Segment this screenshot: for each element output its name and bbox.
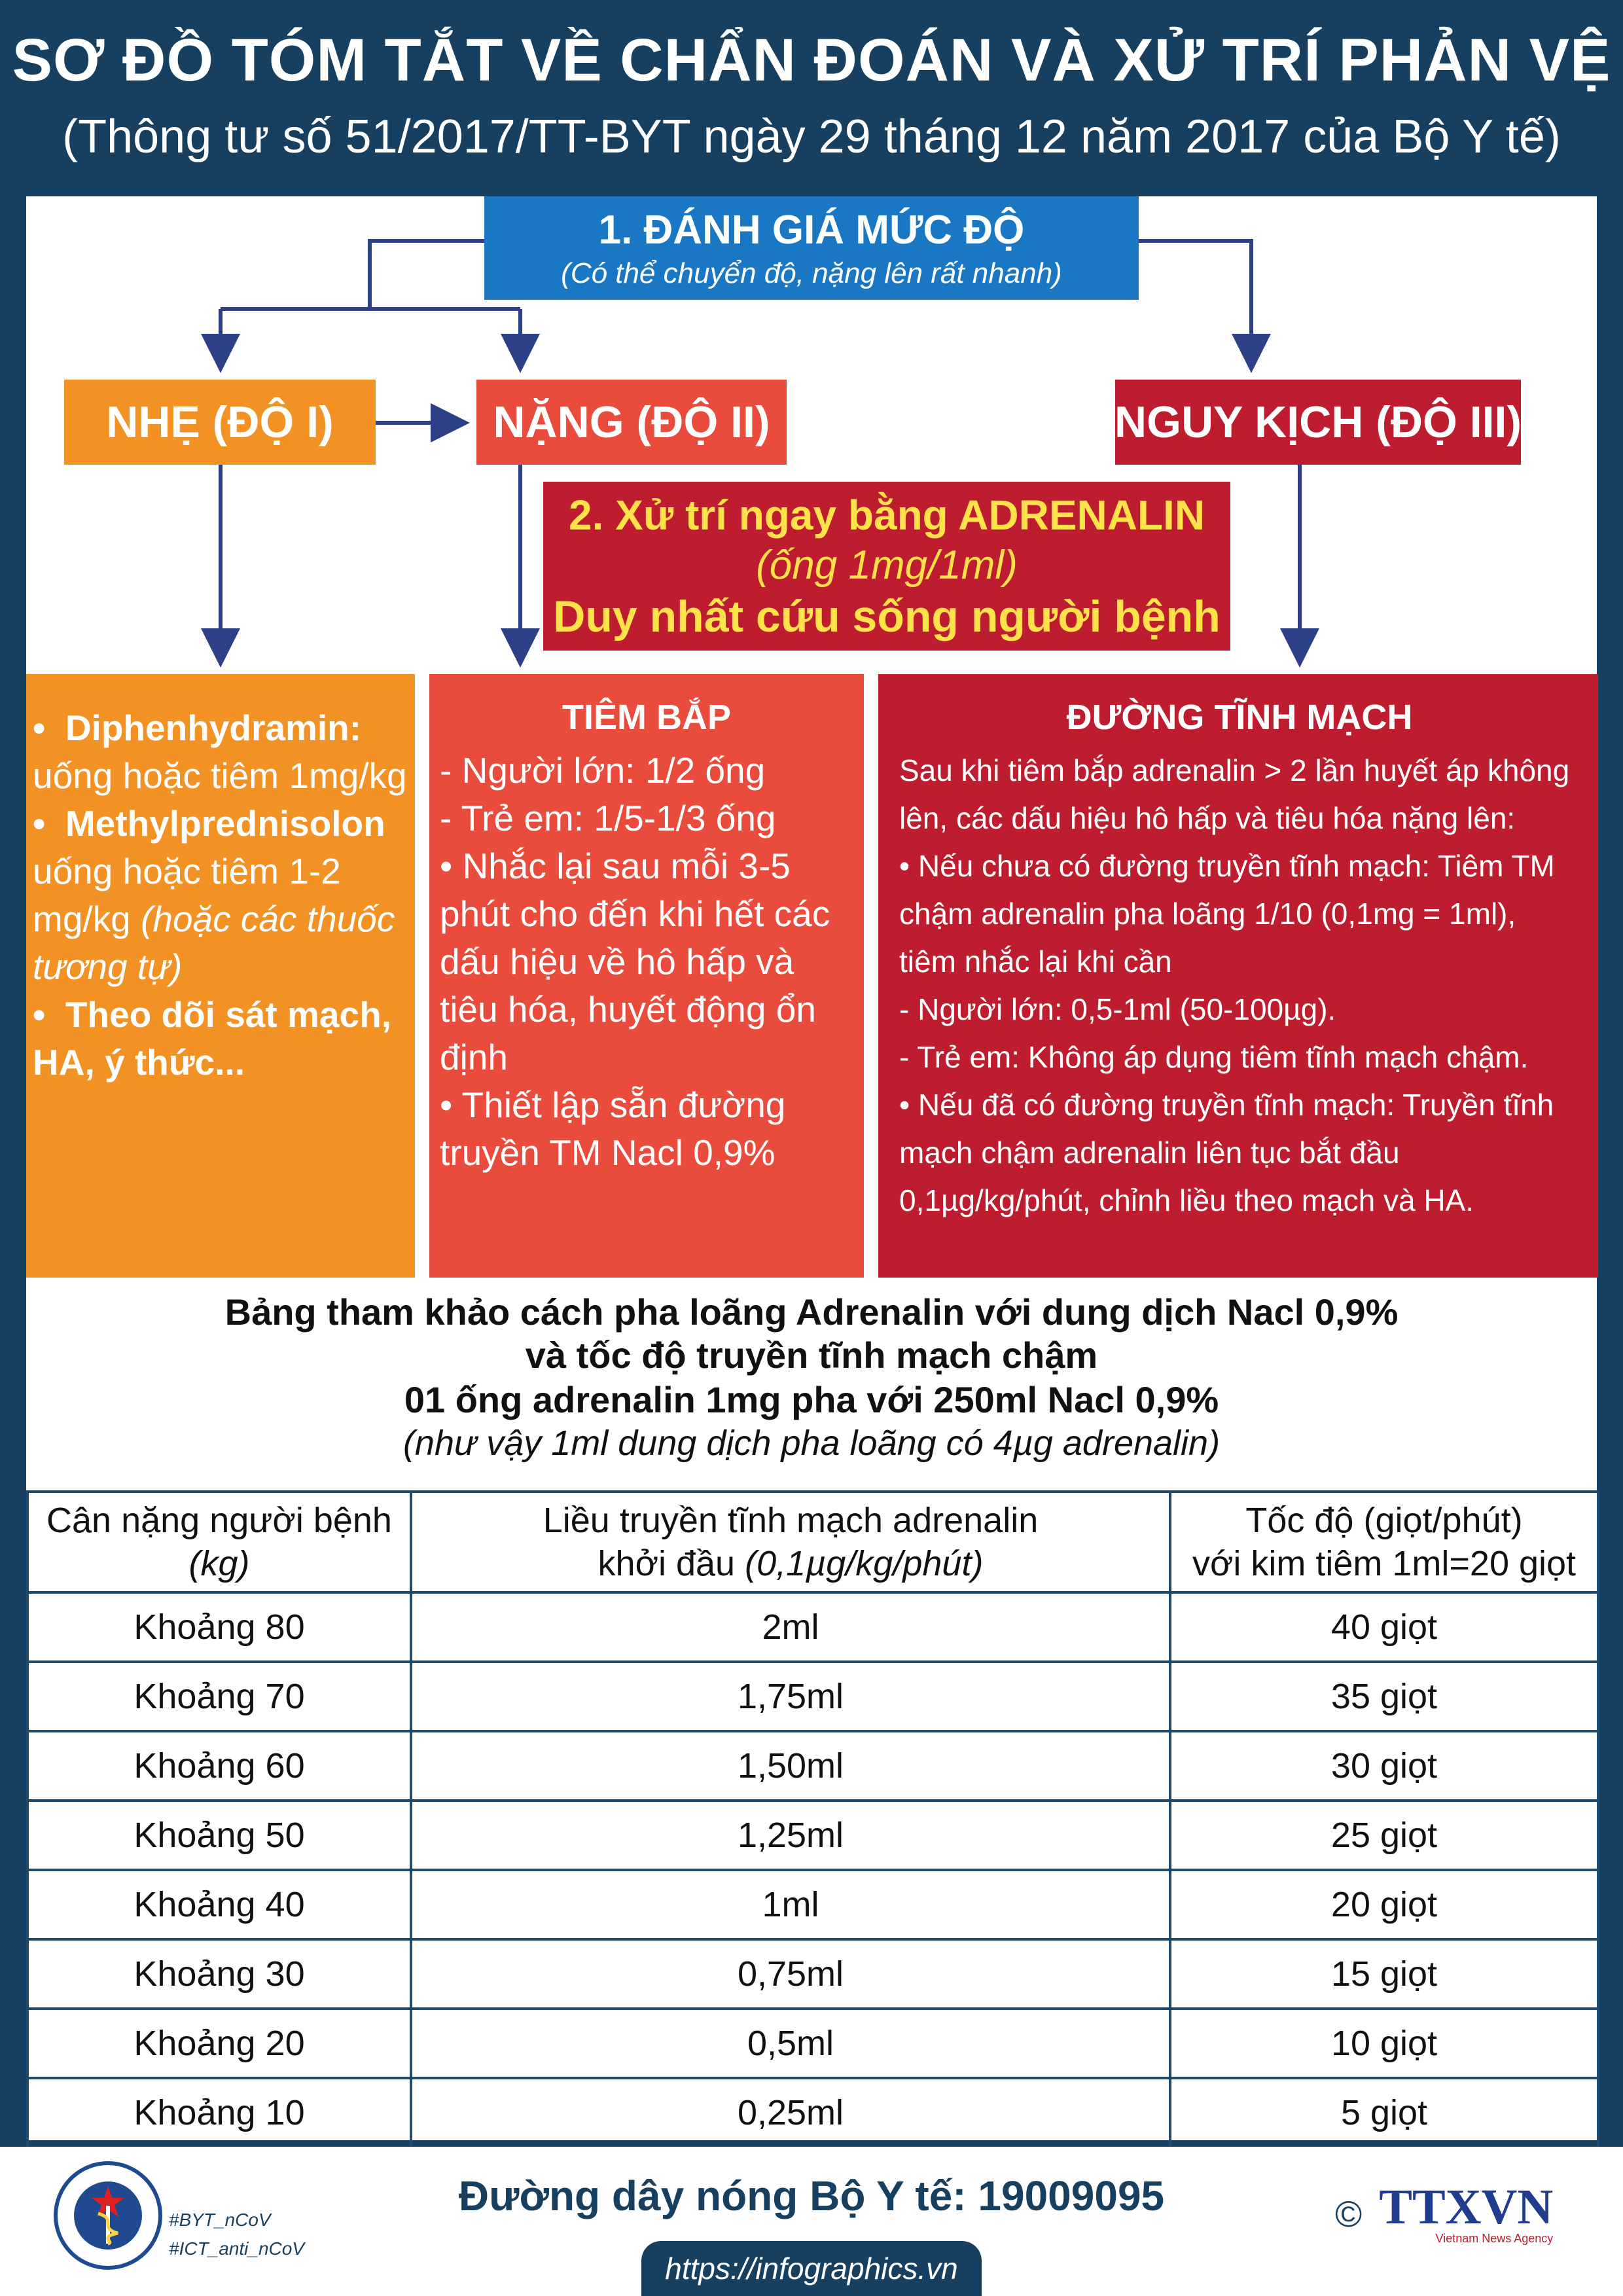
cell-weight: Khoảng 10 [27,2078,411,2147]
step1-assess-severity [484,196,1139,300]
cell-dose: 1,25ml [411,1801,1170,1870]
table-row [27,1592,1598,1662]
cell-dose: 1,50ml [411,1731,1170,1801]
table-header-row [27,1492,1598,1592]
intravenous-line: - Người lớn: 0,5-1ml (50-100µg). [899,992,1336,1026]
page-subtitle: (Thông tư số 51/2017/TT-BYT ngày 29 tháng 12 năm 2017 của Bộ Y tế) [62,111,1561,163]
intramuscular-title: TIÊM BẮP [562,698,731,737]
intramuscular-line: • Thiết lập sẵn đường truyền TM Nacl 0,9% [440,1085,786,1173]
cell-dose: 0,5ml [411,2009,1170,2078]
mild-drug2-name: Methylprednisolon [65,803,385,844]
page-title: SƠ ĐỒ TÓM TẮT VỀ CHẨN ĐOÁN VÀ XỬ TRÍ PHẢN VỆ [12,27,1611,94]
cell-dose: 0,25ml [411,2078,1170,2147]
cell-rate: 20 giọt [1170,1870,1598,1939]
hashtag: #BYT_nCoV [169,2210,271,2230]
table-row [27,1731,1598,1801]
cell-rate: 40 giọt [1170,1592,1598,1662]
table-row [27,1801,1598,1870]
table-row [27,1870,1598,1939]
cell-weight: Khoảng 30 [27,1939,411,2009]
cell-dose: 1,75ml [411,1662,1170,1731]
step1-note: (Có thể chuyển độ, nặng lên rất nhanh) [561,257,1062,289]
mild-drug1-name: Diphenhydramin: [65,708,362,748]
cell-weight: Khoảng 20 [27,2009,411,2078]
step2-line1: 2. Xử trí ngay bằng ADRENALIN [568,491,1205,539]
dosage-table [26,1490,1599,2149]
ttxvn-logo [1335,2179,1554,2246]
arrow-to-critical [1139,241,1251,353]
cell-weight: Khoảng 50 [27,1801,411,1870]
agency-subtitle: Vietnam News Agency [1435,2232,1554,2245]
reference-dilution: 01 ống adrenalin 1mg pha với 250ml Nacl 0,9% [404,1379,1219,1420]
reference-title-2: và tốc độ truyền tĩnh mạch chậm [525,1335,1098,1376]
step1-title: 1. ĐÁNH GIÁ MỨC ĐỘ [598,207,1025,253]
header-rate: Tốc độ (giọt/phút) với kim tiêm 1ml=20 giọt [1170,1492,1598,1592]
cell-dose: 0,75ml [411,1939,1170,2009]
intramuscular-column [429,674,864,1278]
cell-rate: 15 giọt [1170,1939,1598,2009]
step2-adrenalin [543,482,1230,651]
mild-drug2: • Methylprednisolon uống hoặc tiêm 1-2 mg/kg (hoặc các thuốc tương tự) [33,803,395,987]
intramuscular-line: - Trẻ em: 1/5-1/3 ống [440,798,776,838]
cell-rate: 35 giọt [1170,1662,1598,1731]
header-dose: Liều truyền tĩnh mạch adrenalin khởi đầu (0,1µg/kg/phút) [411,1492,1170,1592]
source-url[interactable]: https://infographics.vn [641,2241,982,2296]
intravenous-line: - Trẻ em: Không áp dụng tiêm tĩnh mạch chậm. [899,1040,1529,1074]
intravenous-line: • Nếu chưa có đường truyền tĩnh mạch: Tiêm TM chậm adrenalin pha loãng 1/10 (0,1mg = 1ml), tiêm nhắc lại khi cần [899,849,1555,978]
header-weight: Cân nặng người bệnh (kg) [27,1492,411,1592]
hashtag: #ICT_anti_nCoV [169,2238,305,2259]
step2-line3: Duy nhất cứu sống người bệnh [553,591,1221,641]
intravenous-line: • Nếu đã có đường truyền tĩnh mạch: Truyền tĩnh mạch chậm adrenalin liên tục bắt đầu 0,1µg/kg/phút, chỉnh liều theo mạch và HA. [899,1088,1554,1217]
cell-weight: Khoảng 80 [27,1592,411,1662]
cell-dose: 1ml [411,1870,1170,1939]
level-mild [64,380,376,465]
level-mild-label: NHẸ (ĐỘ I) [106,397,334,447]
cell-weight: Khoảng 60 [27,1731,411,1801]
reference-title: Bảng tham khảo cách pha loãng Adrenalin với dung dịch Nacl 0,9% [224,1291,1399,1333]
level-critical [1115,380,1521,465]
mild-drug1: • Diphenhydramin: uống hoặc tiêm 1mg/kg [33,708,407,796]
intramuscular-line: - Người lớn: 1/2 ống [440,750,766,791]
intravenous-line: Sau khi tiêm bắp adrenalin > 2 lần huyết áp không lên, các dấu hiệu hô hấp và tiêu hóa nặng lên: [899,753,1570,835]
table-row [27,1662,1598,1731]
table-row [27,1939,1598,2009]
level-severe [476,380,787,465]
connector-line [370,241,484,309]
level-severe-label: NẶNG (ĐỘ II) [493,397,770,447]
cell-dose: 2ml [411,1592,1170,1662]
level-critical-label: NGUY KỊCH (ĐỘ III) [1114,397,1522,447]
mild-drug1-text: uống hoặc tiêm 1mg/kg [33,755,407,796]
cell-rate: 30 giọt [1170,1731,1598,1801]
table-row [27,2078,1598,2147]
mild-treatment-column [26,674,415,1278]
cell-rate: 25 giọt [1170,1801,1598,1870]
mild-monitor: • Theo dõi sát mạch, HA, ý thức... [33,994,391,1083]
step2-line2: (ống 1mg/1ml) [756,542,1018,588]
intravenous-title: ĐƯỜNG TĨNH MẠCH [1066,698,1413,737]
intravenous-column [878,674,1598,1278]
mild-monitor-text: Theo dõi sát mạch, HA, ý thức... [33,994,391,1083]
intramuscular-line: • Nhắc lại sau mỗi 3-5 phút cho đến khi hết các dấu hiệu về hô hấp và tiêu hóa, huyết động ổn định [440,846,830,1077]
hotline: Đường dây nóng Bộ Y tế: 19009095 [458,2172,1165,2219]
cell-rate: 10 giọt [1170,2009,1598,2078]
reference-note: (như vậy 1ml dung dịch pha loãng có 4µg adrenalin) [402,1424,1221,1463]
table-row [27,2009,1598,2078]
mild-drug2-text: uống hoặc tiêm 1-2 mg/kg [33,851,341,939]
agency-name: TTXVN [1379,2179,1554,2234]
copyright-icon: © [1335,2193,1363,2234]
cell-weight: Khoảng 40 [27,1870,411,1939]
mild-drug2-note: (hoặc các thuốc tương tự) [33,899,395,987]
cell-rate: 5 giọt [1170,2078,1598,2147]
cell-weight: Khoảng 70 [27,1662,411,1731]
